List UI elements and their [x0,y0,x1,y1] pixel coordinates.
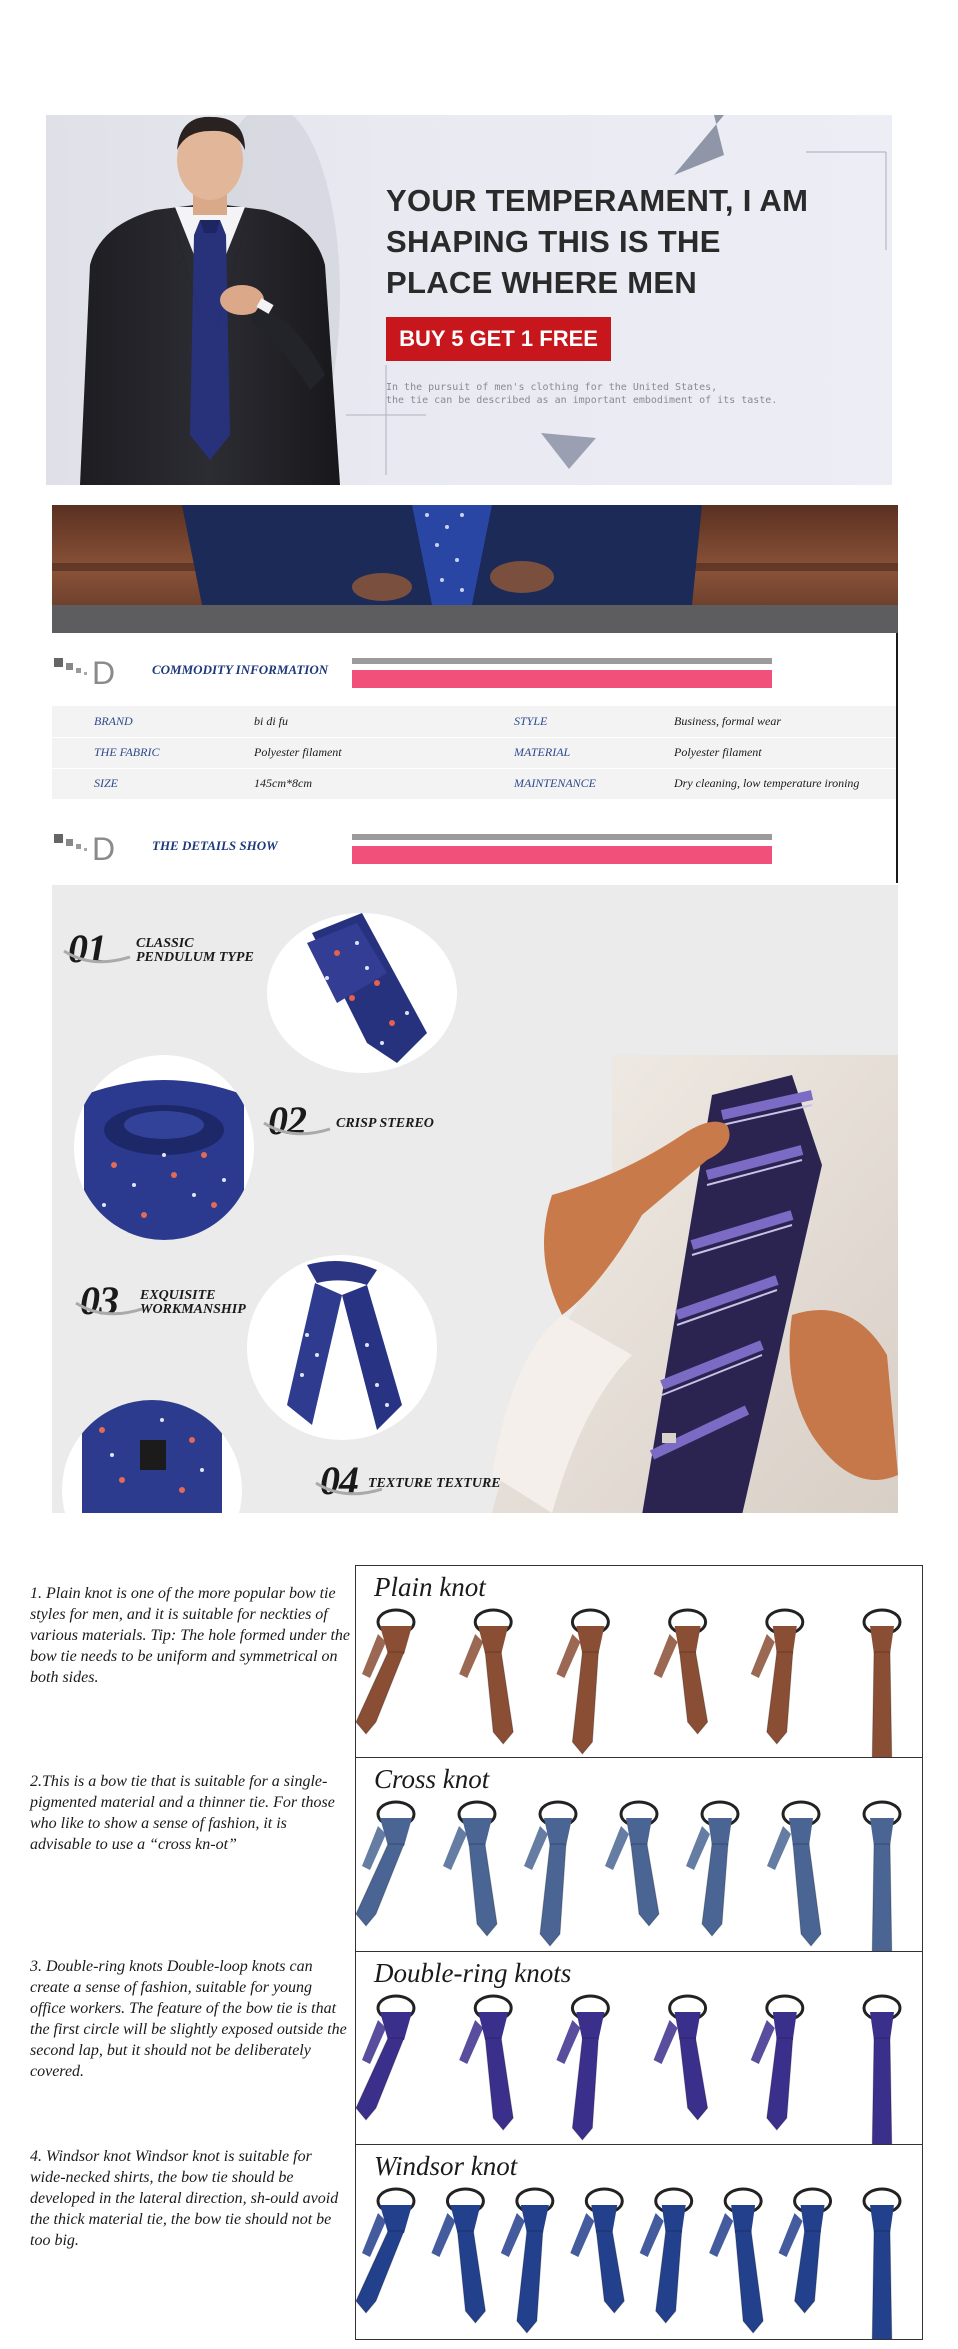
promo-badge: BUY 5 GET 1 FREE [386,317,611,361]
spec-value: Polyester filament [632,737,896,768]
knot-step-2 [443,1802,497,1936]
hero-banner [46,115,892,485]
details-section-header [52,828,898,868]
suit-closeup-image [52,505,898,633]
knot-step-4 [605,1802,659,1926]
hero-subtitle-line: the tie can be described as an important embodiment of its taste. [386,395,778,406]
knot-step-5 [751,1610,803,1744]
knot-step-1 [356,1802,414,1926]
number-underline-arc [62,947,132,969]
knot-description: 3. Double-ring knots Double-loop knots can create a sense of fashion, suitable for young office workers. The feature of the bow tie is that the first circle will be slightly exposed outside the second lap, but it should not be deliberately covered. [30,1958,347,2080]
detail-photo-workmanship [247,1255,437,1440]
detail-number: 02 [268,1098,306,1143]
spec-value: Dry cleaning, low temperature ironing [632,768,896,799]
knot-panel-double-ring [355,1951,923,2145]
knot-step-7 [864,1802,900,1951]
section-accent-bars [352,834,772,864]
knot-step-5 [686,1802,738,1936]
knot-panel-plain [355,1565,923,1758]
detail-photo-texture [62,1400,242,1513]
svg-text:D: D [92,655,116,691]
hero-headline-line: SHAPING THIS IS THE [386,224,721,259]
knot-step-4 [654,1610,708,1734]
spec-key: SIZE [52,768,212,799]
spec-value: Business, formal wear [632,706,896,737]
detail-number: 04 [320,1458,358,1503]
svg-text:D: D [92,831,116,867]
table-row [52,706,896,737]
detail-caption: CRISP STEREO [336,1116,434,1131]
knot-step-1 [356,2189,414,2313]
knot-description: 4. Windsor knot Windsor knot is suitable for wide-necked shirts, the bow tie should be developed in the lateral direction, sh-ould avoid the thick material tie, the bow tie should not be too big. [30,2148,339,2249]
knot-step-2 [431,2189,485,2323]
section-accent-bars [352,658,772,688]
spec-key: THE FABRIC [52,737,212,768]
accent-bar-gray [352,834,772,840]
knot-step-1 [356,1610,414,1734]
hero-headline [386,180,886,303]
knot-step-5 [640,2189,692,2323]
detail-number: 01 [68,926,106,971]
spec-value: Polyester filament [212,737,472,768]
product-spec-table [52,706,896,800]
knot-step-3 [501,2189,553,2333]
knot-step-2 [459,1996,513,2130]
number-underline-arc [74,1299,144,1321]
spec-key: MATERIAL [472,737,632,768]
knot-title: Double-ring knots [374,1958,572,1988]
detail-label-04 [320,1457,501,1504]
section-marker-icon [52,828,147,868]
knot-step-5 [751,1996,803,2130]
detail-caption: EXQUISITE WORKMANSHIP [140,1288,246,1317]
accent-bar-pink [352,670,772,688]
knot-step-1 [356,1996,414,2120]
section-marker-icon [52,652,147,692]
knot-title: Plain knot [374,1572,486,1602]
hero-headline-line: PLACE WHERE MEN [386,265,698,300]
spec-key: STYLE [472,706,632,737]
accent-bar-gray [352,658,772,664]
knot-step-6 [767,1802,821,1946]
hero-subtitle-line: In the pursuit of men's clothing for the United States, [386,382,718,393]
knot-title: Cross knot [374,1764,490,1794]
detail-label-02 [268,1097,434,1144]
knot-step-8 [864,2189,900,2339]
detail-photo-stereo [74,1055,254,1240]
knot-step-3 [524,1802,576,1946]
spec-value: bi di fu [212,706,472,737]
knot-step-6 [864,1610,900,1757]
commodity-section-header [52,652,898,692]
knot-step-4 [654,1996,708,2120]
table-row [52,737,896,768]
knot-step-6 [864,1996,900,2144]
model-in-suit-image [60,115,360,485]
spec-value: 145cm*8cm [212,768,472,799]
detail-label-01 [68,925,254,972]
table-row [52,768,896,799]
detail-label-03 [80,1277,246,1324]
spec-key: BRAND [52,706,212,737]
tying-tie-photo [492,1055,898,1513]
knot-panel-windsor [355,2144,923,2340]
spec-key: MAINTENANCE [472,768,632,799]
knot-step-2 [459,1610,513,1744]
knot-step-6 [709,2189,763,2333]
decorative-triangle-top [664,115,724,175]
number-underline-arc [262,1119,332,1141]
detail-caption: TEXTURE TEXTURE [368,1476,501,1491]
details-show-panel [52,885,898,1513]
knot-step-3 [556,1610,608,1754]
knot-description: 1. Plain knot is one of the more popular bow tie styles for men, and it is suitable for neckties of various materials. Tip: The hole formed under the bow tie needs to be uniform and symmetrical on both sides. [30,1585,350,1686]
detail-photo-pendulum [267,913,457,1073]
section-title: THE DETAILS SHOW [152,838,278,853]
knot-step-3 [556,1996,608,2140]
knot-title: Windsor knot [374,2151,518,2181]
knot-step-7 [779,2189,831,2313]
section-title: COMMODITY INFORMATION [152,662,329,677]
knot-step-4 [570,2189,624,2313]
decorative-triangle-bottom [541,433,601,473]
detail-number: 03 [80,1278,118,1323]
accent-bar-pink [352,846,772,864]
hero-subtitle [386,381,826,407]
knot-description: 2.This is a bow tie that is suitable for a single-pigmented material and a thinner tie. For those who like to show a sense of fashion, it is advisable to use a “cross kn-ot” [30,1773,335,1853]
knot-panel-cross [355,1757,923,1952]
detail-caption: CLASSIC PENDULUM TYPE [136,936,254,965]
suit-closeup-photo [52,505,898,633]
hero-headline-line: YOUR TEMPERAMENT, I AM [386,183,809,218]
